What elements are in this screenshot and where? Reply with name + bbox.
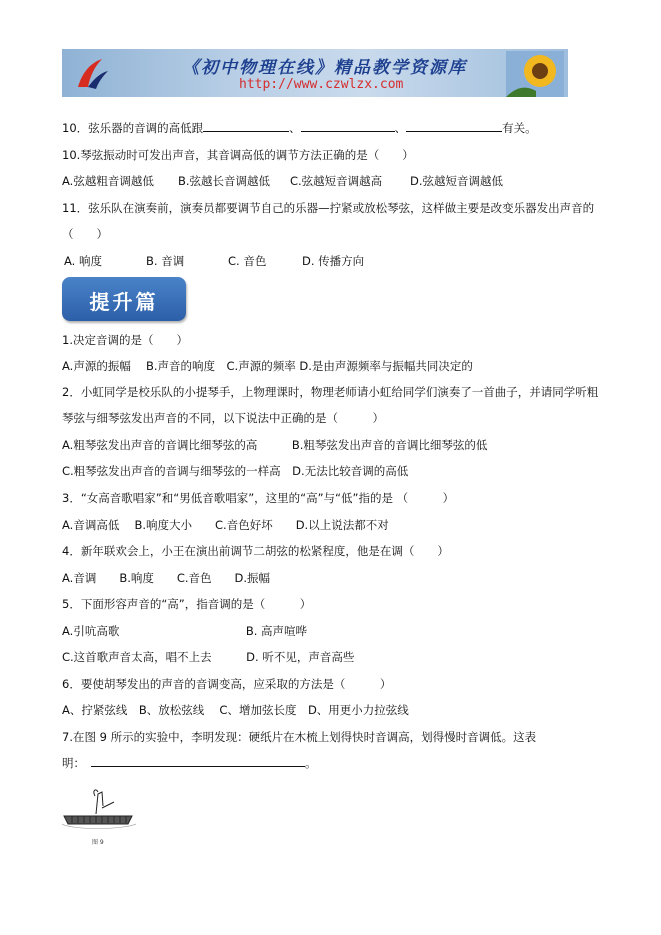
banner-url: http://www.czwlzx.com [239,77,404,92]
header-banner [62,49,568,97]
question-text: 10．弦乐器的音调的高低跟 [62,121,204,135]
p-question-2-options-ab: A.粗琴弦发出声音的音调比细琴弦的高 B.粗琴弦发出声音的音调比细琴弦的低 [62,438,488,452]
p-question-6: 6．要使胡琴发出的声音的音调变高，应采取的方法是（ ） [62,677,392,691]
figure-9 [62,786,136,848]
option-d: D. 传播方向 [302,254,365,268]
option-a: A. 响度 [64,254,102,268]
p-question-5-options-ab: A.引吭高歌 B. 高声喧哗 [62,624,308,638]
p-question-6-options: A、拧紧弦线 B、放松弦线 C、增加弦长度 D、用更小力拉弦线 [62,703,409,717]
p-question-7: 7.在图 9 所示的实验中，李明发现：硬纸片在木梳上划得快时音调高，划得慢时音调低。这表 [62,730,537,744]
blank-line [406,120,502,132]
option-a: A.弦越粗音调越低 [62,174,154,188]
option-b: B.弦越长音调越低 [178,174,271,188]
option-b: B. 音调 [146,254,185,268]
p-question-2-options-cd: C.粗琴弦发出声音的音调与细琴弦的一样高 D.无法比较音调的高低 [62,464,409,478]
separator: 、 [394,121,407,135]
question-end: 。 [305,756,317,770]
question-11-cont: （ ） [62,227,108,241]
p-question-2: 2．小虹同学是校乐队的小提琴手，上物理课时，物理老师请小虹给同学们演奏了一首曲子，并请同学听粗 [62,385,599,399]
option-c: C.弦越短音调越高 [290,174,383,188]
logo-icon [72,55,112,93]
option-d: D.弦越短音调越低 [410,174,504,188]
banner-title: 《初中物理在线》精品教学资源库 [182,58,467,78]
p-question-5: 5．下面形容声音的“高”，指音调的是（ ） [62,597,312,611]
option-c: C. 音色 [228,254,267,268]
question-10b: 10.琴弦振动时可发出声音，其音调高低的调节方法正确的是（ ） [62,148,414,162]
p-question-3: 3．“女高音歌唱家”和“男低音歌唱家”，这里的“高”与“低”指的是 （ ） [62,491,455,505]
question-end: 有关。 [502,121,537,135]
p-question-3-options: A.音调高低 B.响度大小 C.音色好坏 D.以上说法都不对 [62,518,389,532]
section-badge [62,277,186,321]
question-10a [62,120,537,136]
question-11: 11．弦乐队在演奏前，演奏员都要调节自己的乐器—拧紧或放松琴弦，这样做主要是改变乐器发出声音的 [62,201,595,215]
blank-line [91,755,305,767]
p-question-4: 4．新年联欢会上，小王在演出前调节二胡弦的松紧程度，他是在调（ ） [62,544,449,558]
blank-line [301,120,395,132]
separator: 、 [289,121,301,135]
question-text: 明： [62,756,85,770]
p-question-1: 1.决定音调的是（ ） [62,333,188,347]
p-question-4-options: A.音调 B.响度 C.音色 D.振幅 [62,571,271,585]
p-question-7-cont [62,755,317,771]
sunflower-icon [506,51,564,97]
blank-line [203,120,289,132]
section-title: 提升篇 [89,290,159,314]
p-question-5-options-cd: C.这首歌声音太高，唱不上去 D. 听不见，声音高些 [62,650,355,664]
p-question-1-options: A.声源的振幅 B.声音的响度 C.声源的频率 D.是由声源频率与振幅共同决定的 [62,359,473,373]
figure-caption: 图 9 [92,839,104,846]
p-question-2-cont: 琴弦与细琴弦发出声音的不同，以下说法中正确的是（ ） [62,411,384,425]
comb-experiment-illustration [62,786,136,848]
